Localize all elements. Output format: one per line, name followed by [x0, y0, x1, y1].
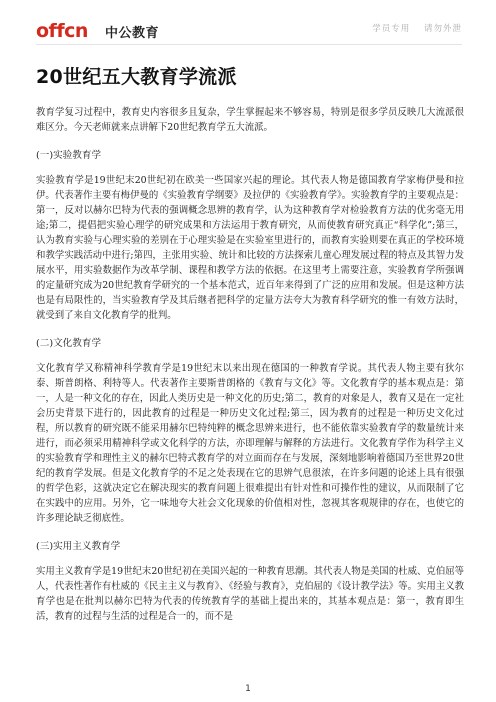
header-tag-students-only: 学员专用 [372, 24, 411, 34]
header-tag-no-leak: 请勿外泄 [423, 24, 462, 34]
document-body [36, 62, 464, 636]
section-heading-pragmatism: (三)实用主义教育学 [36, 541, 121, 552]
svg-text:offcn: offcn [36, 20, 88, 42]
section-body-experimental: 实验教育学是19世纪末20世纪初在欧美一些国家兴起的理论。其代表人物是德国教育学家梅伊曼和拉伊。代表著作主要有梅伊曼的《实验教育学纲要》及拉伊的《实验教育学》。实验教育学的主要观点是：第一，反对以赫尔巴特为代表的强调概念思辨的教育学，认为这种教育学对检验教育方法的优劣毫无用途;第二，提倡把实验心理学的研究成果和方法运用于教育研究，从而使教育研究真正“科学化”;第三，认为教育实验与心理实验的差别在于心理实验是在实验室里进行的，而教育实验则要在真正的学校环境和教学实践活动中进行;第四，主张用实验、统计和比较的方法探索儿童心理发展过程的特点及其智力发展水平，用实验数据作为改革学制、课程和教学方法的依据。在这里考上需要注意，实验教育学所强调的定量研究成为20世纪教育学研究的一个基本范式，近百年来得到了广泛的应用和发展。但是这种方法也是有局限性的，当实验教育学及其后继者把科学的定量方法夸大为教育科学研究的惟一有效方法时，就受到了来自文化教育学的批判。 [36, 175, 464, 321]
offcn-logo-icon [36, 20, 102, 42]
offcn-logo [36, 20, 159, 42]
section-body-cultural: 文化教育学又称精神科学教育学是19世纪末以来出现在德国的一种教育学说。其代表人物主要有狄尔泰、斯普朗格、利特等人。代表著作主要斯普朗格的《教育与文化》等。文化教育学的基本观点是：第一，人是一种文化的存在，因此人类历史是一种文化的历史;第二，教育的对象是人，教育又是在一定社会历史背景下进行的，因此教育的过程是一种历史文化过程;第三，因为教育的过程是一种历史文化过程，所以教育的研究既不能采用赫尔巴特纯粹的概念思辨来进行，也不能依靠实验教育学的数量统计来进行，而必须采用精神科学或文化科学的方法，亦即理解与解释的方法进行。文化教育学作为科学主义的实验教育学和理性主义的赫尔巴特式教育学的对立面而存在与发展，深刻地影响着德国乃至世界20世纪的教育学发展。但是文化教育学的不足之处表现在它的思辨气息很浓，在许多问题的论述上具有很强的哲学色彩，这就决定它在解决现实的教育问题上很难提出有针对性和可操作性的建议，从而限制了它在实践中的应用。另外，它一味地夸大社会文化现象的价值相对性，忽视其客观规律的存在，也使它的许多理论缺乏彻底性。 [36, 363, 464, 524]
section-heading-experimental: (一)实验教育学 [36, 150, 102, 161]
intro-paragraph: 教育学复习过程中，教育史内容很多且复杂，学生掌握起来不够容易，特别是很多学员反映几大流派很难区分。今天老师就来点讲解下20世纪教育学五大流派。 [36, 107, 464, 133]
section-heading-cultural: (二)文化教育学 [36, 338, 102, 349]
document-title: 20世纪五大教育学流派 [36, 66, 237, 88]
header-divider [36, 44, 462, 45]
logo-text: 中公教育 [105, 25, 160, 41]
section-body-pragmatism: 实用主义教育学是19世纪末20世纪初在美国兴起的一种教育思潮。其代表人物是美国的杜威、克伯屈等人，代表性著作有杜威的《民主主义与教育》、《经验与教育》，克伯屈的《设计教学法》等。实用主义教育学也是在批判以赫尔巴特为代表的传统教育学的基础上提出来的，其基本观点是：第一，教育即生活，教育的过程与生活的过程是合一的，而不是 [36, 566, 464, 622]
page-number: 1 [245, 684, 251, 694]
header-tags [362, 22, 462, 34]
page-header [0, 0, 496, 52]
